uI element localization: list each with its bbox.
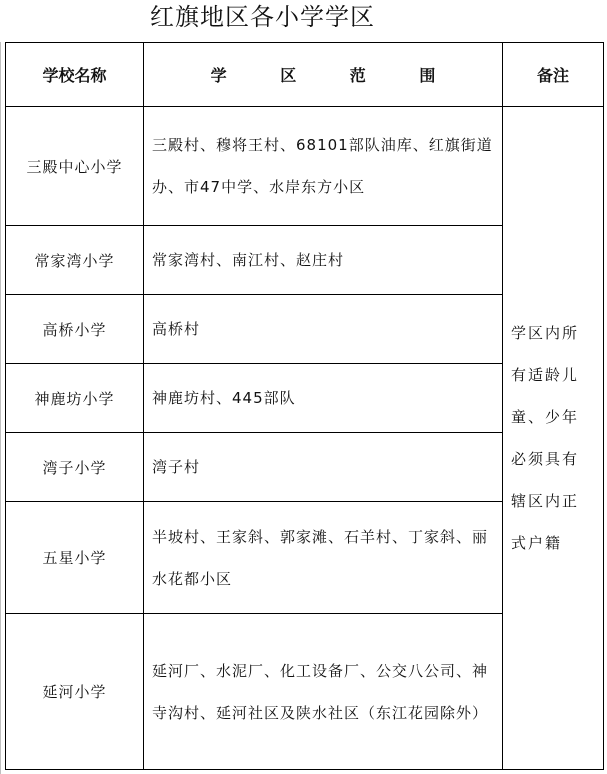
district-range: 延河厂、水泥厂、化工设备厂、公交八公司、神寺沟村、延河社区及陕水社区（东江花园除外）	[144, 614, 503, 770]
header-remark: 备注	[503, 43, 604, 107]
header-range: 学 区 范 围	[144, 43, 503, 107]
table-row	[6, 107, 604, 226]
school-name: 三殿中心小学	[6, 107, 144, 226]
left-border-line	[0, 42, 1, 774]
district-range: 半坡村、王家斜、郭家滩、石羊村、丁家斜、丽水花都小区	[144, 502, 503, 614]
school-name: 五星小学	[6, 502, 144, 614]
district-range: 三殿村、穆将王村、68101部队油库、红旗街道办、市47中学、水岸东方小区	[144, 107, 503, 226]
school-name: 湾子小学	[6, 433, 144, 502]
school-name: 高桥小学	[6, 295, 144, 364]
district-range: 高桥村	[144, 295, 503, 364]
school-name: 延河小学	[6, 614, 144, 770]
district-range: 常家湾村、南江村、赵庄村	[144, 226, 503, 295]
school-name: 神鹿坊小学	[6, 364, 144, 433]
school-name: 常家湾小学	[6, 226, 144, 295]
district-range: 神鹿坊村、445部队	[144, 364, 503, 433]
district-range: 湾子村	[144, 433, 503, 502]
school-district-table	[5, 42, 604, 770]
header-row	[6, 43, 604, 107]
header-school: 学校名称	[6, 43, 144, 107]
page-title: 红旗地区各小学学区	[150, 3, 375, 31]
remark-cell: 学区内所有适龄儿童、少年必须具有辖区内正式户籍	[503, 107, 604, 770]
